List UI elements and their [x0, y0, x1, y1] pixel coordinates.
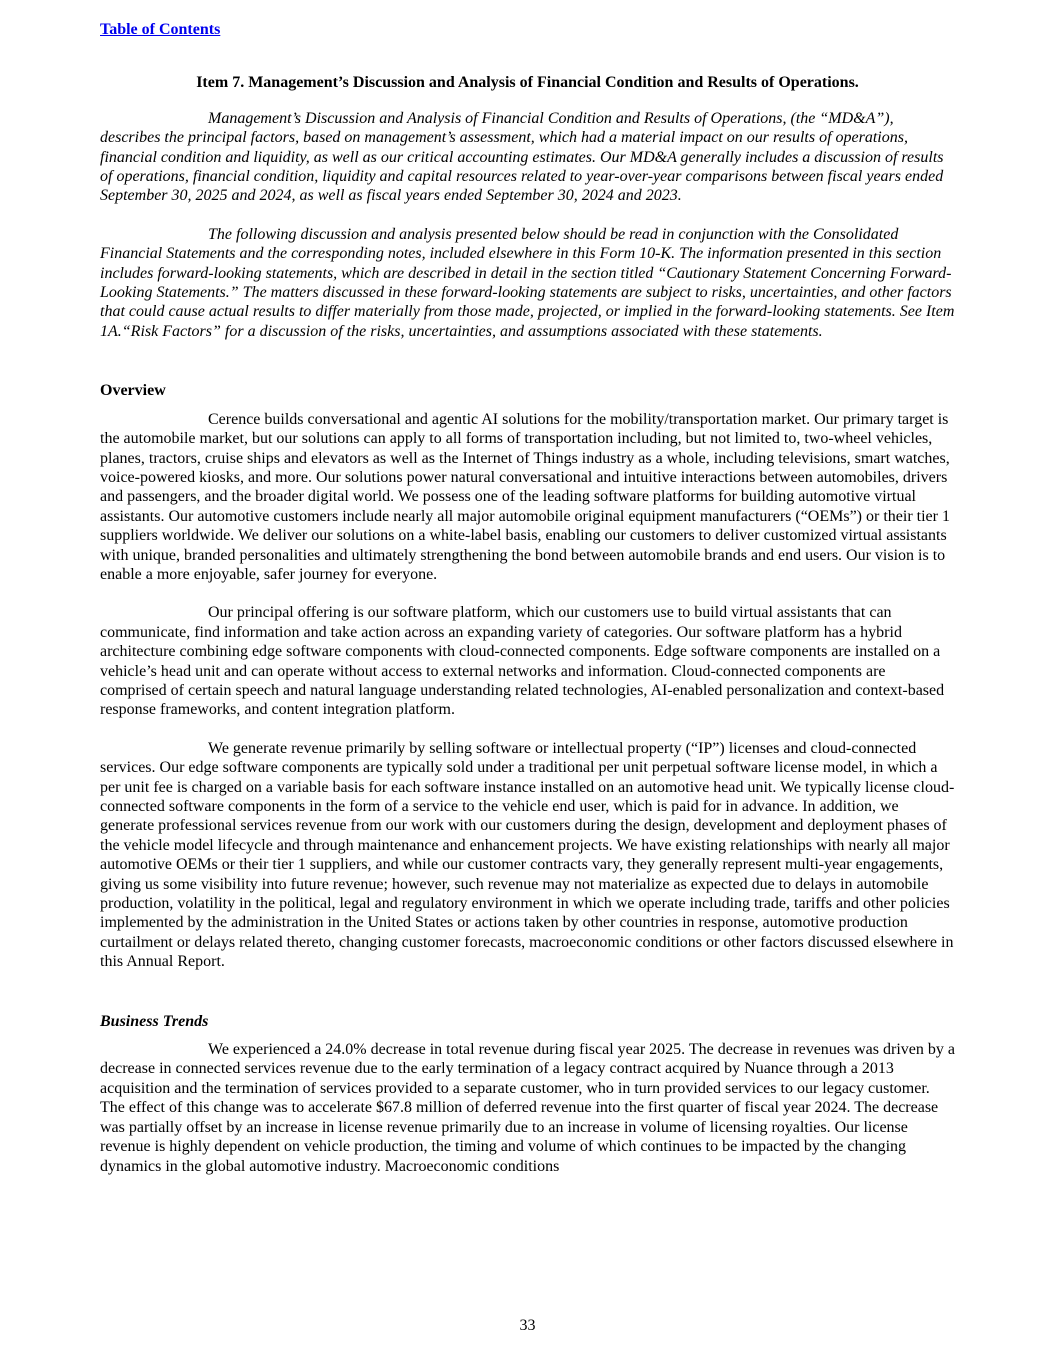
page-title: Item 7. Management’s Discussion and Analysis of Financial Condition and Results of Operations. [196, 74, 859, 92]
section-heading-overview: Overview [100, 382, 166, 400]
intro-paragraph: Management’s Discussion and Analysis of Financial Condition and Results of Operations, (the “MD&A”), describes the principal factors, based on management’s assessment, which had a material impact on our results of operations, financial condition and liquidity, as well as our critical accounting estimates. Our MD&A generally includes a discussion of results of operations, financial condition, liquidity and capital resources related to year-over-year comparisons between fiscal years ended September 30, 2025 and 2024, as well as fiscal years ended September 30, 2024 and 2023. [100, 109, 944, 205]
section-heading-business-trends: Business Trends [100, 1012, 209, 1030]
intro-paragraph: The following discussion and analysis presented below should be read in conjunction with the Consolidated Financial Statements and the corresponding notes, included elsewhere in this Form 10-K. The information presented in this section includes forward-looking statements, which are described in detail in the section titled “Cautionary Statement Concerning Forward-Looking Statements.” The matters discussed in these forward-looking statements are subject to risks, uncertainties, and other factors that could cause actual results to differ materially from those made, projected, or implied in the forward-looking statements. See Item 1A.“Risk Factors” for a discussion of the risks, uncertainties, and assumptions associated with these statements. [100, 225, 955, 340]
page-number: 33 [519, 1317, 536, 1334]
body-paragraph: Our principal offering is our software platform, which our customers use to build virtual assistants that can communicate, find information and take action across an expanding variety of categories. Our software platform has a hybrid architecture combining edge software components with cloud-connected components. Edge software components are installed on a vehicle’s head unit and can operate without access to external networks and information. Cloud-connected components are comprised of certain speech and natural language understanding related technologies, AI-enabled personalization and context-based response frameworks, and content integration platform. [100, 604, 945, 719]
table-of-contents-link[interactable]: Table of Contents [100, 21, 221, 38]
body-paragraph: Cerence builds conversational and agentic AI solutions for the mobility/transportation market. Our primary target is the automobile market, but our solutions can apply to all forms of transportation including, but not limited to, two-wheel vehicles, planes, tractors, cruise ships and elevators as well as the Internet of Things industry as a whole, including televisions, smart watches, voice-powered kiosks, and more. Our solutions power natural conversational and intuitive interactions between automobiles, drivers and passengers, and the broader digital world. We possess one of the leading software platforms for building automotive virtual assistants. Our automotive customers include nearly all major automobile original equipment manufacturers (“OEMs”) or their tier 1 suppliers worldwide. We deliver our solutions on a white-label basis, enabling our customers to deliver customized virtual assistants with unique, branded personalities and ultimately strengthening the bond between automobile brands and end users. Our vision is to enable a more enjoyable, safer journey for everyone. [100, 410, 950, 583]
body-paragraph: We generate revenue primarily by selling software or intellectual property (“IP”) licenses and cloud-connected services. Our edge software components are typically sold under a traditional per unit perpetual software license model, in which a per unit fee is charged on a variable basis for each software instance installed on an automotive head unit. We typically license cloud-connected software components in the form of a service to the vehicle end user, which is paid for in advance. In addition, we generate professional services revenue from our work with our customers during the design, development and deployment phases of the vehicle model lifecycle and through maintenance and enhancement projects. We have existing relationships with nearly all major automotive OEMs or their tier 1 suppliers, and while our customer contracts vary, they generally represent multi-year engagements, giving us some visibility into future revenue; however, such revenue may not materialize as expected due to delays in automobile production, volatility in the political, legal and regulatory environment in which we operate including trade, tariffs and other policies implemented by the administration in the United States or actions taken by other countries in response, automotive production curtailment or delays related thereto, changing customer forecasts, macroeconomic conditions or other factors discussed elsewhere in this Annual Report. [100, 739, 955, 971]
body-paragraph: We experienced a 24.0% decrease in total revenue during fiscal year 2025. The decrease in revenues was driven by a decrease in connected services revenue due to the early termination of a legacy contract acquired by Nuance through a 2013 acquisition and the termination of services provided to a separate customer, who in turn provided services to our legacy customer. The effect of this change was to accelerate $67.8 million of deferred revenue into the first quarter of fiscal year 2024. The decrease was partially offset by an increase in license revenue primarily due to an increase in volume of licensing royalties. Our license revenue is highly dependent on vehicle production, the timing and volume of which continues to be impacted by the changing dynamics in the global automotive industry. Macroeconomic conditions [100, 1041, 955, 1175]
